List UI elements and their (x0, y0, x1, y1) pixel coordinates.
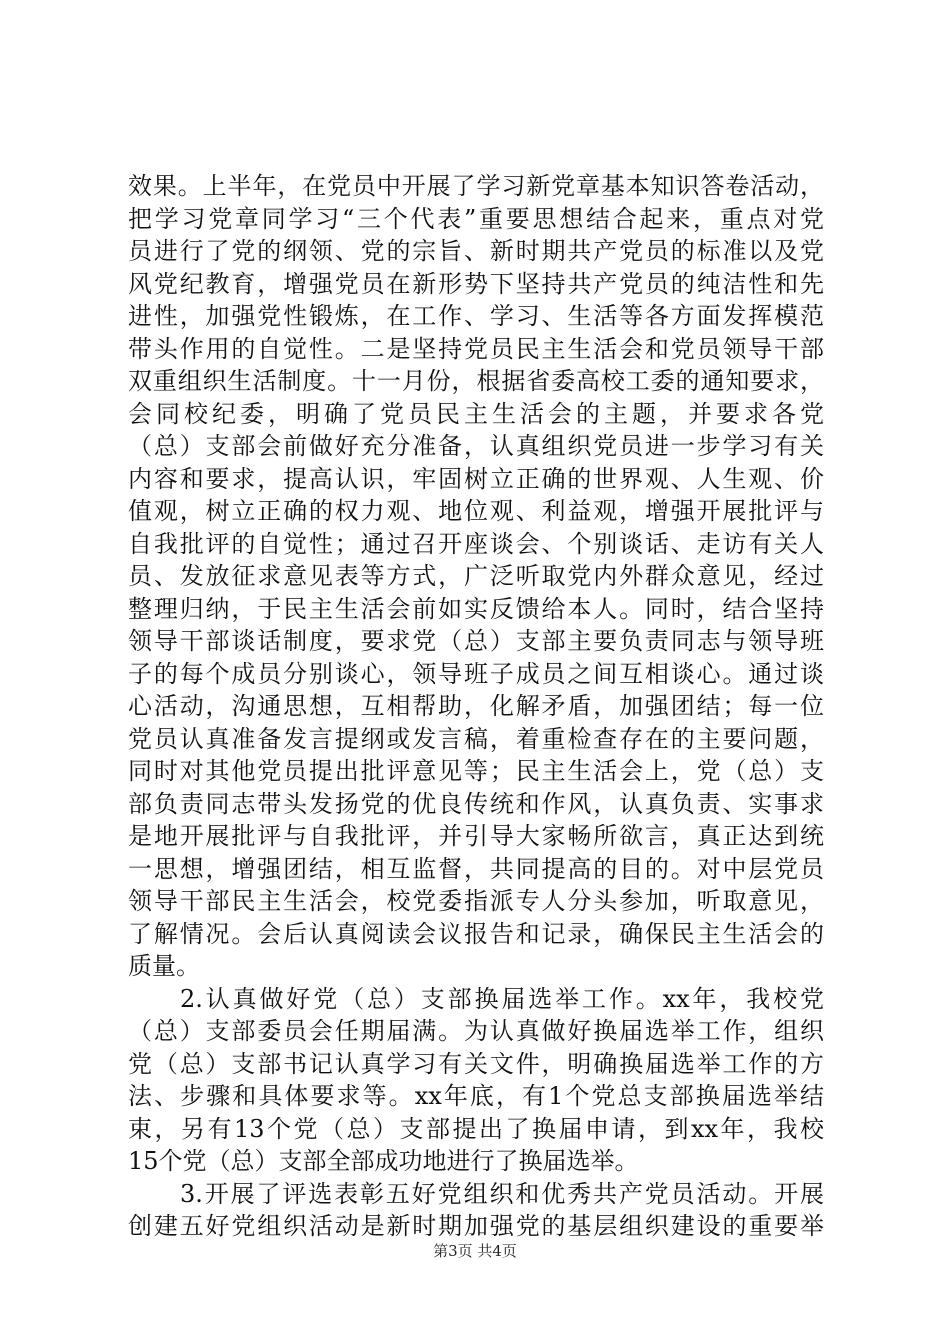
text-line: 员进行了党的纲领、党的宗旨、新时期共产党员的标准以及党 (128, 237, 824, 265)
text-line: 内容和要求，提高认识，牢固树立正确的世界观、人生观、价 (128, 464, 824, 493)
text-line: 束，另有13个党（总）支部提出了换届申请，到xx年，我校 (128, 1114, 824, 1143)
text-line: 领导干部民主生活会，校党委指派专人分头参加，听取意见， (128, 887, 824, 915)
text-line: 把学习党章同学习“三个代表”重要思想结合起来，重点对党 (128, 204, 824, 233)
text-line: 心活动，沟通思想，互相帮助，化解矛盾，加强团结；每一位 (128, 692, 824, 720)
text-line: 法、步骤和具体要求等。xx年底，有1个党总支部换届选举结 (128, 1082, 824, 1110)
text-line: 3.开展了评选表彰五好党组织和优秀共产党员活动。开展 (180, 1179, 824, 1208)
text-line: 党员认真准备发言提纲或发言稿，着重检查存在的主要问题， (128, 724, 824, 753)
page-number-footer: 第3页 共4页 (433, 1242, 517, 1260)
text-line: 领导干部谈话制度，要求党（总）支部主要负责同志与领导班 (128, 627, 824, 655)
text-line: 进性，加强党性锻炼，在工作、学习、生活等各方面发挥模范 (128, 302, 824, 330)
text-line: 了解情况。会后认真阅读会议报告和记录，确保民主生活会的 (128, 919, 824, 948)
text-line: 子的每个成员分别谈心，领导班子成员之间互相谈心。通过谈 (128, 659, 824, 688)
text-line: 员、发放征求意见表等方式，广泛听取党内外群众意见，经过 (128, 562, 824, 590)
text-line: 效果。上半年，在党员中开展了学习新党章基本知识答卷活动， (128, 172, 824, 200)
text-line: 带头作用的自觉性。二是坚持党员民主生活会和党员领导干部 (128, 334, 824, 363)
text-line: 会同校纪委，明确了党员民主生活会的主题，并要求各党 (128, 399, 824, 428)
text-line: 是地开展批评与自我批评，并引导大家畅所欲言，真正达到统 (128, 822, 824, 850)
text-line: 质量。 (128, 952, 200, 980)
text-line: （总）支部会前做好充分准备，认真组织党员进一步学习有关 (128, 432, 824, 460)
text-line: 一思想，增强团结，相互监督，共同提高的目的。对中层党员 (128, 854, 824, 883)
text-line: 部负责同志带头发扬党的优良传统和作风，认真负责、实事求 (128, 789, 824, 818)
text-line: 风党纪教育，增强党员在新形势下坚持共产党员的纯洁性和先 (128, 269, 824, 298)
text-line: 双重组织生活制度。十一月份，根据省委高校工委的通知要求， (128, 367, 824, 395)
document-body (128, 170, 824, 1243)
text-line: 整理归纳，于民主生活会前如实反馈给本人。同时，结合坚持 (128, 594, 824, 623)
text-line: 同时对其他党员提出批评意见等；民主生活会上，党（总）支 (128, 757, 824, 785)
text-line: 创建五好党组织活动是新时期加强党的基层组织建设的重要举 (128, 1212, 824, 1240)
text-line: 党（总）支部书记认真学习有关文件，明确换届选举工作的方 (128, 1049, 824, 1078)
text-line: 2.认真做好党（总）支部换届选举工作。xx年，我校党 (180, 984, 824, 1013)
text-line: （总）支部委员会任期届满。为认真做好换届选举工作，组织 (128, 1017, 824, 1045)
text-line: 自我批评的自觉性；通过召开座谈会、个别谈话、走访有关人 (128, 529, 824, 558)
text-line: 值观，树立正确的权力观、地位观、利益观，增强开展批评与 (128, 497, 824, 525)
text-line: 15个党（总）支部全部成功地进行了换届选举。 (128, 1147, 639, 1175)
